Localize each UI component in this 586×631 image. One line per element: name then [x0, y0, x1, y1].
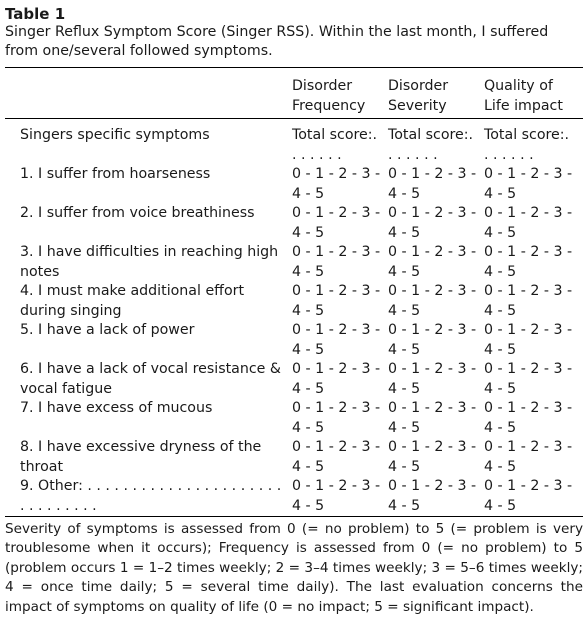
severity-cell: Total score:. . . . . . . [388, 127, 474, 163]
quality-cell: 0 - 1 - 2 - 3 - 4 - 5 [484, 439, 573, 475]
severity-cell: 0 - 1 - 2 - 3 - 4 - 5 [388, 205, 477, 241]
symptom-cell: 6. I have a lack of vocal resistance & vocal fatigue [20, 361, 281, 397]
frequency-cell: 0 - 1 - 2 - 3 - 4 - 5 [292, 205, 381, 241]
quality-cell: 0 - 1 - 2 - 3 - 4 - 5 [484, 361, 573, 397]
top-rule [5, 67, 583, 68]
severity-cell: 0 - 1 - 2 - 3 - 4 - 5 [388, 322, 477, 358]
severity-cell: 0 - 1 - 2 - 3 - 4 - 5 [388, 361, 477, 397]
severity-cell: 0 - 1 - 2 - 3 - 4 - 5 [388, 478, 477, 514]
frequency-cell: 0 - 1 - 2 - 3 - 4 - 5 [292, 283, 381, 319]
symptom-cell: 3. I have difficulties in reaching high notes [20, 244, 279, 280]
severity-cell: 0 - 1 - 2 - 3 - 4 - 5 [388, 439, 477, 475]
frequency-cell: 0 - 1 - 2 - 3 - 4 - 5 [292, 439, 381, 475]
frequency-cell: 0 - 1 - 2 - 3 - 4 - 5 [292, 166, 381, 202]
quality-cell: 0 - 1 - 2 - 3 - 4 - 5 [484, 400, 573, 436]
quality-cell: 0 - 1 - 2 - 3 - 4 - 5 [484, 205, 573, 241]
header-rule [5, 118, 583, 119]
quality-cell: 0 - 1 - 2 - 3 - 4 - 5 [484, 166, 573, 202]
table-caption: Singer Reflux Symptom Score (Singer RSS). Within the last month, I suffered from one/several followed symptoms. [5, 24, 549, 59]
symptom-cell: 9. Other: . . . . . . . . . . . . . . . . . . . . . . . . . . . . . . . [20, 478, 282, 514]
quality-cell: 0 - 1 - 2 - 3 - 4 - 5 [484, 478, 573, 514]
quality-cell: Total score:. . . . . . . [484, 127, 570, 163]
column-header-frequency: Disorder Frequency [292, 78, 366, 114]
symptom-cell: 1. I suffer from hoarseness [20, 166, 211, 182]
symptom-cell: 7. I have excess of mucous [20, 400, 213, 416]
severity-cell: 0 - 1 - 2 - 3 - 4 - 5 [388, 166, 477, 202]
severity-cell: 0 - 1 - 2 - 3 - 4 - 5 [388, 283, 477, 319]
column-header-severity: Disorder Severity [388, 78, 449, 114]
column-header-quality: Quality of Life impact [484, 78, 563, 114]
bottom-rule [5, 516, 583, 517]
frequency-cell: Total score:. . . . . . . [292, 127, 378, 163]
frequency-cell: 0 - 1 - 2 - 3 - 4 - 5 [292, 361, 381, 397]
frequency-cell: 0 - 1 - 2 - 3 - 4 - 5 [292, 478, 381, 514]
table-label: Table 1 [5, 5, 66, 23]
symptom-cell: 5. I have a lack of power [20, 322, 195, 338]
symptom-cell: Singers specific symptoms [20, 127, 210, 143]
frequency-cell: 0 - 1 - 2 - 3 - 4 - 5 [292, 244, 381, 280]
quality-cell: 0 - 1 - 2 - 3 - 4 - 5 [484, 244, 573, 280]
severity-cell: 0 - 1 - 2 - 3 - 4 - 5 [388, 244, 477, 280]
quality-cell: 0 - 1 - 2 - 3 - 4 - 5 [484, 283, 573, 319]
symptom-cell: 4. I must make additional effort during singing [20, 283, 245, 319]
severity-cell: 0 - 1 - 2 - 3 - 4 - 5 [388, 400, 477, 436]
symptom-cell: 8. I have excessive dryness of the throat [20, 439, 262, 475]
frequency-cell: 0 - 1 - 2 - 3 - 4 - 5 [292, 322, 381, 358]
symptom-cell: 2. I suffer from voice breathiness [20, 205, 255, 221]
quality-cell: 0 - 1 - 2 - 3 - 4 - 5 [484, 322, 573, 358]
table-footnote: Severity of symptoms is assessed from 0 (= no problem) to 5 (= problem is very troublesome when it occurs); Frequency is assessed from 0 (= no problem) to 5 (problem occurs 1 = 1–2 times weekly; 2 = 3–4 times weekly; 3 = 5–6 times weekly; 4 = once time daily; 5 = several time daily). The last evaluation concerns the impact of symptoms on quality of life (0 = no impact; 5 = significant impact). [5, 521, 583, 615]
frequency-cell: 0 - 1 - 2 - 3 - 4 - 5 [292, 400, 381, 436]
